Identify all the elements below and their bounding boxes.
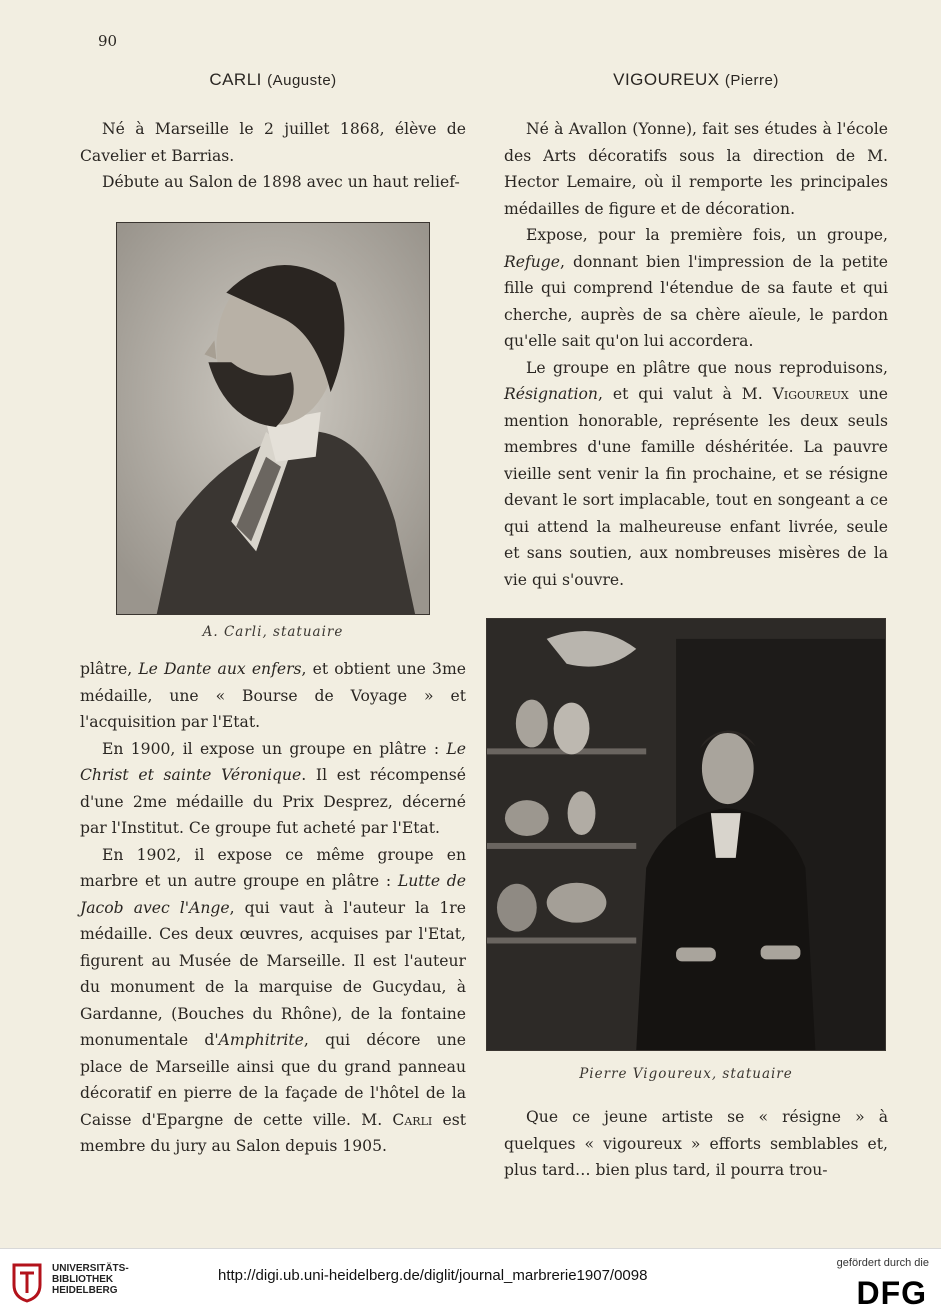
dfg-logo: DFG <box>856 1275 927 1311</box>
vigoureux-p2-text-a: Expose, pour la première fois, un groupe, <box>526 226 888 244</box>
carli-portrait-photo <box>116 222 430 615</box>
vigoureux-p3-text-c: une mention honorable, représente les deux seuls membres d'une famille déshéritée. La pauvre vieille sent venir la fin prochaine, et se résigne devant le sort implacable, tout en songeant a ce qui attend la malheureuse enfant livrée, seule et sans soutien, aux nombreuses misères de la vie qui s'ouvre. <box>504 385 888 589</box>
university-seal-icon <box>8 1261 46 1307</box>
library-line-3: HEIDELBERG <box>52 1285 118 1296</box>
funded-by-label: gefördert durch die <box>836 1257 929 1269</box>
right-column-continued <box>504 1104 888 1184</box>
right-heading <box>504 70 888 90</box>
page-number: 90 <box>98 32 118 50</box>
left-column <box>80 70 466 196</box>
carli-paragraph-1: Né à Marseille le 2 juillet 1868, élève de Cavelier et Barrias. <box>80 120 466 165</box>
left-heading-first-name: (Auguste) <box>267 72 337 89</box>
vigoureux-p3-text-b: , et qui valut à M. <box>597 385 773 403</box>
digitization-footer <box>0 1248 941 1315</box>
permalink-url[interactable]: http://digi.ub.uni-heidelberg.de/diglit/journal_marbrerie1907/0098 <box>218 1267 648 1284</box>
carli-p3-work-title: Le Dante aux enfers <box>138 660 302 678</box>
library-line-2: BIBLIOTHEK <box>52 1274 114 1285</box>
carli-p5-text-b: , qui vaut à l'auteur la 1re médaille. Ces deux œuvres, acquises par l'Etat, figurent au Musée de Marseille. Il est l'auteur du monument de la marquise de Gucydau, à Gardanne, (Bouches du Rhône), de la fontaine monumentale d' <box>80 898 466 1049</box>
carli-p4-work-title: Le Christ et sainte Véronique <box>80 739 466 784</box>
carli-p4-text-a: En 1900, il expose un groupe en plâtre : <box>102 739 447 758</box>
carli-p5-text-a: En 1902, il expose ce même groupe en marbre et un autre groupe en plâtre : <box>80 845 466 890</box>
vigoureux-paragraph-3 <box>504 355 888 594</box>
vigoureux-paragraph-4: Que ce jeune artiste se « résigne » à quelques « vigoureux » efforts semblables et, plus tard… bien plus tard, il pourra trou- <box>504 1108 888 1179</box>
library-line-1: UNIVERSITÄTS- <box>52 1263 129 1274</box>
right-heading-name: VIGOUREUX <box>613 70 720 89</box>
vigoureux-p2-work-title: Refuge <box>504 252 560 271</box>
carli-p3-text-a: plâtre, <box>80 660 139 678</box>
left-heading-name: CARLI <box>209 70 262 89</box>
carli-paragraph-5 <box>80 842 466 1160</box>
left-column-continued <box>80 656 466 1160</box>
carli-p3-text-b: , et obtient une 3me médaille, une « Bourse de Voyage » et l'acquisition par l'Etat. <box>80 660 466 731</box>
carli-paragraph-2: Débute au Salon de 1898 avec un haut relief- <box>102 173 460 191</box>
vigoureux-paragraph-2 <box>504 222 888 355</box>
carli-p5-work-title-2: Amphitrite <box>218 1031 304 1049</box>
carli-caption: A. Carli, statuaire <box>202 624 344 640</box>
carli-p5-surname: Carli <box>392 1110 433 1129</box>
vigoureux-p3-surname: Vigoureux <box>772 385 849 403</box>
vigoureux-p3-text-a: Le groupe en plâtre que nous reproduisons, <box>526 358 888 377</box>
library-name <box>52 1263 129 1296</box>
left-heading <box>80 70 466 90</box>
carli-p5-work-title: Lutte de Jacob avec l'Ange <box>80 872 467 917</box>
right-heading-first-name: (Pierre) <box>724 72 779 89</box>
vigoureux-p3-work-title: Résignation <box>504 385 598 403</box>
vigoureux-p2-text-b: , donnant bien l'impression de la petite fille qui comprend l'étendue de sa faute et qui cherche, auprès de sa chère aïeule, le pardon qu'elle sait qu'on lui accordera. <box>504 252 888 350</box>
carli-p4-text-b: . Il est récompensé d'une 2me médaille du Prix Desprez, décerné par l'Institut. Ce groupe fut acheté par l'Etat. <box>80 766 467 837</box>
carli-paragraph-4 <box>80 736 466 842</box>
vigoureux-studio-photo <box>486 618 886 1051</box>
carli-p5-text-d: est membre du jury au Salon depuis 1905. <box>80 1110 466 1155</box>
carli-p5-text-c: , qui décore une place de Marseille ainsi que du grand panneau décoratif en pierre de la façade de l'hôtel de la Caisse d'Epargne de cette ville. M. <box>80 1031 467 1129</box>
vigoureux-caption: Pierre Vigoureux, statuaire <box>579 1066 793 1082</box>
carli-paragraph-3 <box>80 656 466 736</box>
vigoureux-paragraph-1: Né à Avallon (Yonne), fait ses études à l'école des Arts décoratifs sous la direction de M. Hector Lemaire, où il remporte les principales médailles de figure et de décoration. <box>504 120 888 218</box>
right-column <box>504 70 888 593</box>
